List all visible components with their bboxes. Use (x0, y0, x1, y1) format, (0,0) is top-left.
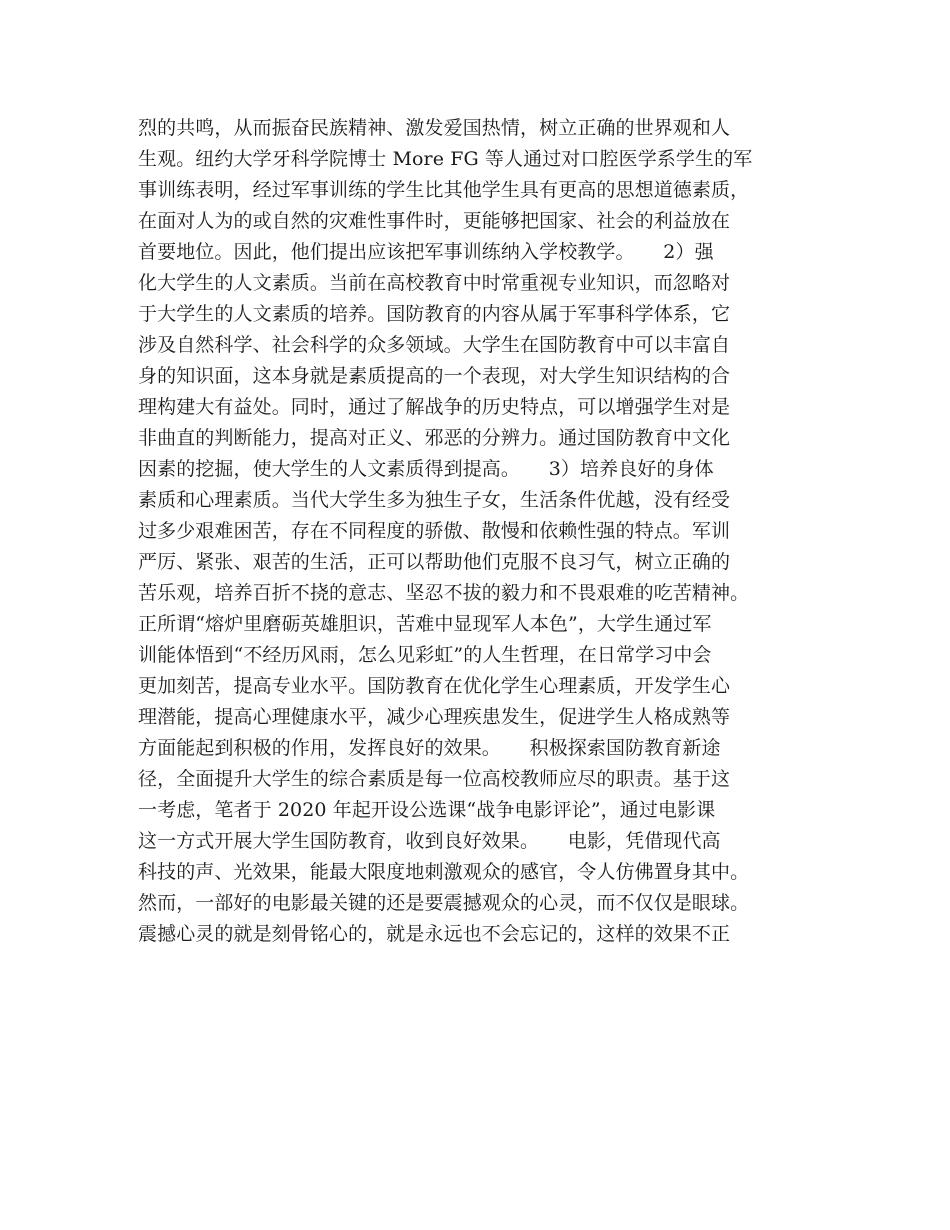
text-line: 因素的挖掘，使大学生的人文素质得到提高。 3）培养良好的身体 (138, 458, 714, 480)
text-line: 于大学生的人文素质的培养。国防教育的内容从属于军事科学体系，它 (138, 303, 731, 325)
text-line: 一考虑，笔者于 2020 年起开设公选课“战争电影评论”，通过电影课 (138, 799, 716, 821)
text-line: 训能体悟到“不经历风雨，怎么见彩虹”的人生哲理，在日常学习中会 (138, 644, 712, 666)
text-line: 这一方式开展大学生国防教育，收到良好效果。 电影，凭借现代高 (138, 830, 721, 852)
text-line: 然而，一部好的电影最关键的还是要震撼观众的心灵，而不仅仅是眼球。 (138, 892, 750, 914)
text-line: 化大学生的人文素质。当前在高校教育中时常重视专业知识，而忽略对 (138, 272, 731, 294)
text-line: 涉及自然科学、社会科学的众多领域。大学生在国防教育中可以丰富自 (138, 334, 731, 356)
text-line: 严厉、紧张、艰苦的生活，正可以帮助他们克服不良习气，树立正确的 (138, 551, 731, 573)
text-line: 非曲直的判断能力，提高对正义、邪恶的分辨力。通过国防教育中文化 (138, 427, 731, 449)
text-line: 首要地位。因此，他们提出应该把军事训练纳入学校教学。 2）强 (138, 241, 714, 263)
text-line: 在面对人为的或自然的灾难性事件时，更能够把国家、社会的利益放在 (138, 210, 731, 232)
text-line: 正所谓“熔炉里磨砺英雄胆识，苦难中显现军人本色”，大学生通过军 (138, 613, 712, 635)
text-line: 过多少艰难困苦，存在不同程度的骄傲、散慢和依赖性强的特点。军训 (138, 520, 731, 542)
text-line: 事训练表明，经过军事训练的学生比其他学生具有更高的思想道德素质， (138, 179, 750, 201)
text-line: 方面能起到积极的作用，发挥良好的效果。 积极探索国防教育新途 (138, 737, 721, 759)
text-line: 素质和心理素质。当代大学生多为独生子女，生活条件优越，没有经受 (138, 489, 731, 511)
body-text (138, 113, 838, 950)
text-line: 理构建大有益处。同时，通过了解战争的历史特点，可以增强学生对是 (138, 396, 731, 418)
text-line: 径，全面提升大学生的综合素质是每一位高校教师应尽的职责。基于这 (138, 768, 731, 790)
text-line: 苦乐观，培养百折不挠的意志、坚忍不拔的毅力和不畏艰难的吃苦精神。 (138, 582, 750, 604)
text-line: 身的知识面，这本身就是素质提高的一个表现，对大学生知识结构的合 (138, 365, 731, 387)
text-line: 震撼心灵的就是刻骨铭心的，就是永远也不会忘记的，这样的效果不正 (138, 923, 731, 945)
text-line: 烈的共鸣，从而振奋民族精神、激发爱国热情，树立正确的世界观和人 (138, 117, 731, 139)
text-line: 生观。纽约大学牙科学院博士 More FG 等人通过对口腔医学系学生的军 (138, 148, 753, 170)
text-line: 更加刻苦，提高专业水平。国防教育在优化学生心理素质，开发学生心 (138, 675, 731, 697)
text-line: 理潜能，提高心理健康水平，减少心理疾患发生，促进学生人格成熟等 (138, 706, 731, 728)
text-line: 科技的声、光效果，能最大限度地刺激观众的感官，令人仿佛置身其中。 (138, 861, 750, 883)
